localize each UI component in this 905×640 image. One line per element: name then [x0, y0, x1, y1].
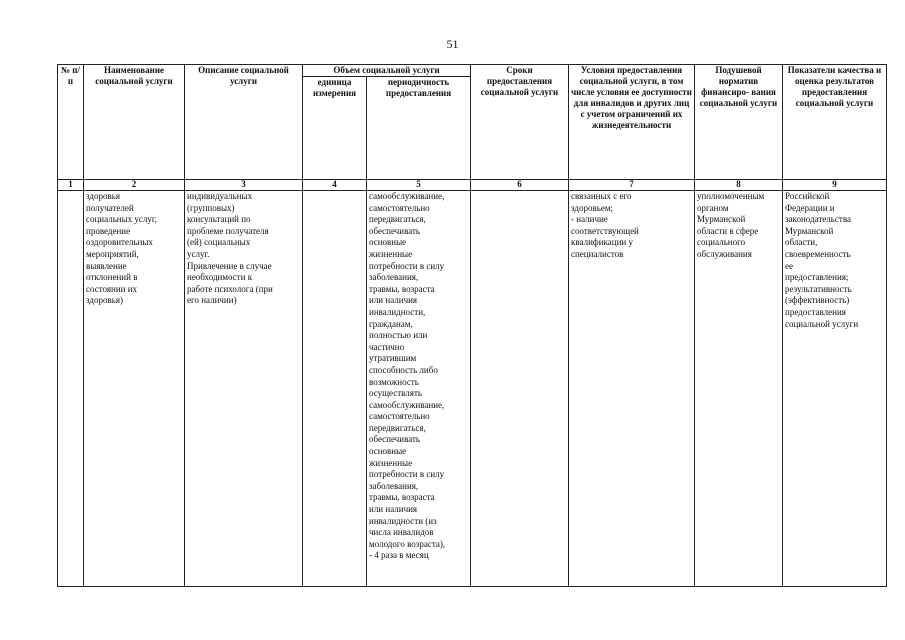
header-service-terms: Сроки предоставления социальной услуги	[471, 65, 569, 180]
column-number: 2	[84, 180, 185, 191]
cell-service-name: здоровья получателей социальных услуг, проведение оздоровительных мероприятий, выявление отклонений в состоянии их здоровья)	[84, 191, 185, 587]
column-number: 1	[58, 180, 84, 191]
table-row	[58, 191, 887, 587]
column-number: 4	[303, 180, 367, 191]
header-financing-norm: Подушевой норматив финансиро- вания социальной услуги	[695, 65, 783, 180]
header-unit: единица измерения	[303, 77, 367, 180]
cell-number	[58, 191, 84, 587]
column-number: 9	[783, 180, 887, 191]
social-services-table	[57, 64, 887, 587]
header-service-conditions: Условия предоставления социальной услуги, в том числе условия ее доступности для инвалидов и других лиц с учетом ограничений их жизнедеятельности	[569, 65, 695, 180]
header-row	[58, 65, 887, 77]
column-number: 8	[695, 180, 783, 191]
header-periodicity: периодичность предоставления	[367, 77, 471, 180]
header-number: № п/п	[58, 65, 84, 180]
column-number: 5	[367, 180, 471, 191]
cell-service-description: индивидуальных (групповых) консультаций по проблеме получателя (ей) социальных услуг. Привлечение в случае необходимости к работе психолога (при его наличии)	[185, 191, 303, 587]
header-service-name: Наименование социальной услуги	[84, 65, 185, 180]
column-number: 3	[185, 180, 303, 191]
column-number: 6	[471, 180, 569, 191]
cell-financing-norm: уполномоченным органом Мурманской области в сфере социального обслуживания	[695, 191, 783, 587]
cell-periodicity: самообслуживание, самостоятельно передвигаться, обеспечивать основные жизненные потребности в силу заболевания, травмы, возраста или наличия инвалидности, гражданам, полностью или частично утратившим способность либо возможность осуществлять самообслуживание, самостоятельно передвигаться, обеспечивать основные жизненные потребности в силу заболевания, травмы, возраста или наличия инвалидности (из числа инвалидов молодого возраста), - 4 раза в месяц	[367, 191, 471, 587]
column-number-row	[58, 180, 887, 191]
cell-terms	[471, 191, 569, 587]
cell-unit	[303, 191, 367, 587]
header-quality-indicators: Показатели качества и оценка результатов предоставления социальной услуги	[783, 65, 887, 180]
cell-conditions: связанных с его здоровьем; - наличие соответствующей квалификации у специалистов	[569, 191, 695, 587]
page-number: 51	[446, 37, 459, 51]
cell-quality-indicators: Российской Федерации и законодательства Мурманской области, своевременность ее предоставления; результативность (эффективность) предоставления социальной услуги	[783, 191, 887, 587]
column-number: 7	[569, 180, 695, 191]
header-service-description: Описание социальной услуги	[185, 65, 303, 180]
header-service-volume: Объем социальной услуги	[303, 65, 471, 77]
